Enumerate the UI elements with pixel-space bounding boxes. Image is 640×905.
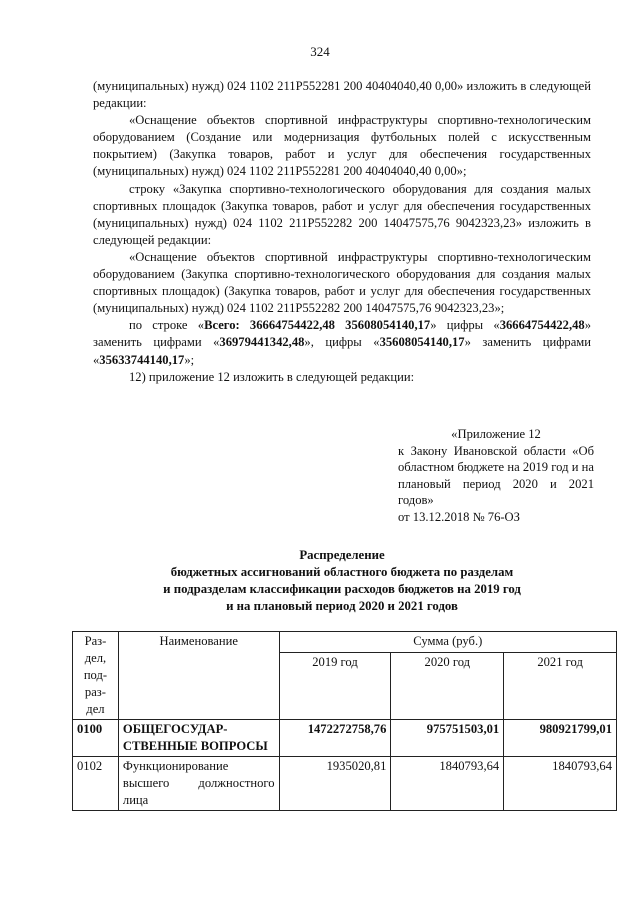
- page-number: 324: [310, 44, 330, 59]
- title-line-3: и подразделам классификации расходов бюджетов на 2019 год: [163, 582, 521, 596]
- row-name: ОБЩЕГОСУДАР-СТВЕННЫЕ ВОПРОСЫ: [118, 720, 279, 757]
- row-value-2019: 1472272758,76: [279, 720, 391, 757]
- header-section: Раз-дел, под-раз-дел: [73, 632, 119, 720]
- paragraph-3: строку «Закупка спортивно-технологического оборудования для создания малых спортивных площадок (Закупка товаров, работ и услуг для обеспечения государственных (муниципальных) нужд) 024 1102 211P552282 200 14047575,76 9042323,23» изложить в следующей редакции:: [93, 181, 591, 247]
- table-row: [73, 757, 617, 811]
- table-header-row-1: [73, 632, 617, 653]
- header-2020: 2020 год: [391, 653, 504, 720]
- paragraph-6: 12) приложение 12 изложить в следующей редакции:: [129, 369, 415, 384]
- p5-new-value-2: 35633744140,17: [99, 352, 185, 367]
- appendix-line-2: к Закону Ивановской области «Об областном бюджете на 2019 год и на плановый период 2020 и 2021 годов»: [398, 443, 594, 508]
- p5-text-e: » заменить цифрами «: [93, 318, 591, 350]
- table-row: [73, 720, 617, 757]
- row-code: 0100: [73, 720, 119, 757]
- title-line-1: Распределение: [299, 548, 385, 562]
- p5-old-value-2: 35608054140,17: [379, 335, 465, 350]
- appendix-header: [398, 426, 594, 526]
- budget-table: [72, 631, 617, 811]
- appendix-line-1: «Приложение 12: [451, 427, 541, 441]
- row-name: Функционирование высшего должностного лица: [118, 757, 279, 811]
- paragraph-2: «Оснащение объектов спортивной инфраструктуры спортивно-технологическим оборудованием (Создание или модернизация футбольных полей с искусственным покрытием) (Закупка товаров, работ и услуг для обеспечения государственных (муниципальных) нужд) 024 1102 211P552281 200 40404040,40 0,00»;: [93, 113, 591, 179]
- p5-text-k: »;: [184, 352, 195, 367]
- row-value-2019: 1935020,81: [279, 757, 391, 811]
- row-value-2021: 980921799,01: [504, 720, 617, 757]
- appendix-line-3: от 13.12.2018 № 76-ОЗ: [398, 509, 520, 524]
- paragraph-5: [93, 317, 591, 368]
- title-line-4: и на плановый период 2020 и 2021 годов: [226, 599, 458, 613]
- header-name: Наименование: [118, 632, 279, 720]
- paragraph-4: «Оснащение объектов спортивной инфраструктуры спортивно-технологическим оборудованием (Закупка спортивно-технологического оборудования для создания малых спортивных площадок) (Закупка товаров, работ и услуг для обеспечения государственных (муниципальных) нужд) 024 1102 211P552282 200 14047575,76 9042323,23»;: [93, 249, 591, 316]
- p5-new-value-1: 36979441342,48: [219, 335, 305, 350]
- row-value-2020: 975751503,01: [391, 720, 504, 757]
- row-value-2021: 1840793,64: [504, 757, 617, 811]
- p5-text-a: по строке «: [129, 318, 205, 333]
- row-value-2020: 1840793,64: [391, 757, 504, 811]
- p5-old-value-1: 36664754422,48: [499, 318, 585, 333]
- p5-text-i: » заменить цифрами «: [93, 335, 591, 367]
- paragraph-1: (муниципальных) нужд) 024 1102 211P552281 200 40404040,40 0,00» изложить в следующей редакции:: [93, 79, 591, 111]
- p5-total: Всего: 36664754422,48 35608054140,17: [204, 318, 431, 333]
- document-body: [93, 78, 591, 386]
- header-sum: Сумма (руб.): [279, 632, 616, 653]
- header-2021: 2021 год: [504, 653, 617, 720]
- row-code: 0102: [73, 757, 119, 811]
- title-line-2: бюджетных ассигнований областного бюджета по разделам: [170, 565, 514, 579]
- p5-text-g: », цифры «: [304, 335, 380, 350]
- table-title: [93, 547, 591, 615]
- header-2019: 2019 год: [279, 653, 391, 720]
- p5-text-c: » цифры «: [430, 318, 500, 333]
